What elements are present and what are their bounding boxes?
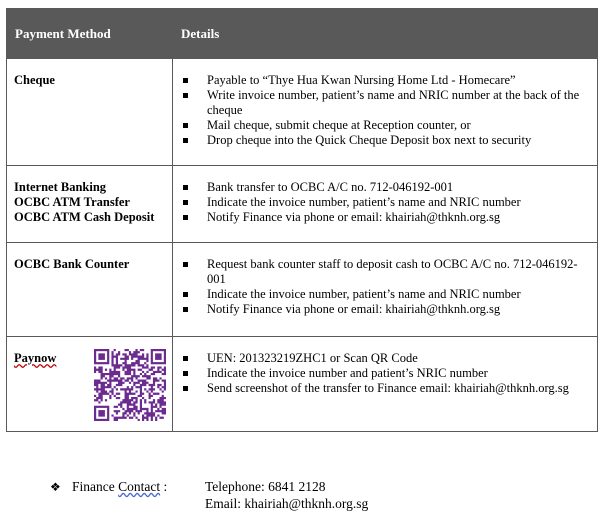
method-cell [7, 59, 173, 166]
square-bullet-icon [183, 356, 188, 361]
square-bullet-icon [183, 123, 188, 128]
list-item: Indicate the invoice number, patient’s name and NRIC number [181, 195, 589, 210]
contact-details [205, 478, 368, 512]
square-bullet-icon [183, 386, 188, 391]
list-item: Mail cheque, submit cheque at Reception counter, or [181, 118, 589, 133]
square-bullet-icon [183, 371, 188, 376]
list-item: Request bank counter staff to deposit cash to OCBC A/C no. 712-046192-001 [181, 257, 589, 287]
square-bullet-icon [183, 307, 188, 312]
list-item: UEN: 201323219ZHC1 or Scan QR Code [181, 351, 589, 366]
method-cell [7, 166, 173, 243]
method-name: OCBC Bank Counter [14, 257, 130, 271]
list-item: Drop cheque into the Quick Cheque Deposit box next to security [181, 133, 589, 148]
square-bullet-icon [183, 292, 188, 297]
contact-telephone: Telephone: 6841 2128 [205, 479, 326, 494]
details-cell [173, 59, 598, 166]
square-bullet-icon [183, 200, 188, 205]
method-name: OCBC ATM Cash Deposit [14, 210, 155, 224]
list-item: Bank transfer to OCBC A/C no. 712-046192-001 [181, 180, 589, 195]
list-item: Send screenshot of the transfer to Finance email: khairiah@thknh.org.sg [181, 381, 589, 396]
square-bullet-icon [183, 262, 188, 267]
square-bullet-icon [183, 215, 188, 220]
list-item: Indicate the invoice number, patient’s name and NRIC number [181, 287, 589, 302]
method-name: Internet Banking [14, 180, 107, 194]
header-details: Details [173, 9, 598, 59]
table-row [7, 243, 598, 337]
method-name: OCBC ATM Transfer [14, 195, 130, 209]
square-bullet-icon [183, 78, 188, 83]
qr-code-icon [94, 349, 166, 421]
list-item: Notify Finance via phone or email: khairiah@thknh.org.sg [181, 210, 589, 225]
contact-link[interactable]: Contact [118, 479, 161, 494]
table-header-row [7, 9, 598, 59]
finance-contact-label: Finance Contact : [72, 479, 168, 494]
contact-email[interactable]: Email: khairiah@thknh.org.sg [205, 496, 369, 511]
header-payment-method: Payment Method [7, 9, 173, 59]
table-row [7, 59, 598, 166]
details-cell [173, 337, 598, 432]
square-bullet-icon [183, 138, 188, 143]
table-row [7, 166, 598, 243]
list-item: Write invoice number, patient’s name and NRIC number at the back of the cheque [181, 88, 589, 118]
method-cell [7, 243, 173, 337]
square-bullet-icon [183, 185, 188, 190]
method-name: Cheque [14, 73, 55, 87]
method-name: Paynow [14, 351, 57, 365]
payment-methods-table [6, 8, 598, 432]
diamond-bullet-icon: ❖ [50, 480, 61, 494]
details-cell [173, 166, 598, 243]
list-item: Indicate the invoice number and patient’s NRIC number [181, 366, 589, 381]
square-bullet-icon [183, 93, 188, 98]
details-cell [173, 243, 598, 337]
table-row [7, 337, 598, 432]
list-item: Notify Finance via phone or email: khairiah@thknh.org.sg [181, 302, 589, 317]
list-item: Payable to “Thye Hua Kwan Nursing Home Ltd - Homecare” [181, 73, 589, 88]
method-cell [7, 337, 173, 432]
